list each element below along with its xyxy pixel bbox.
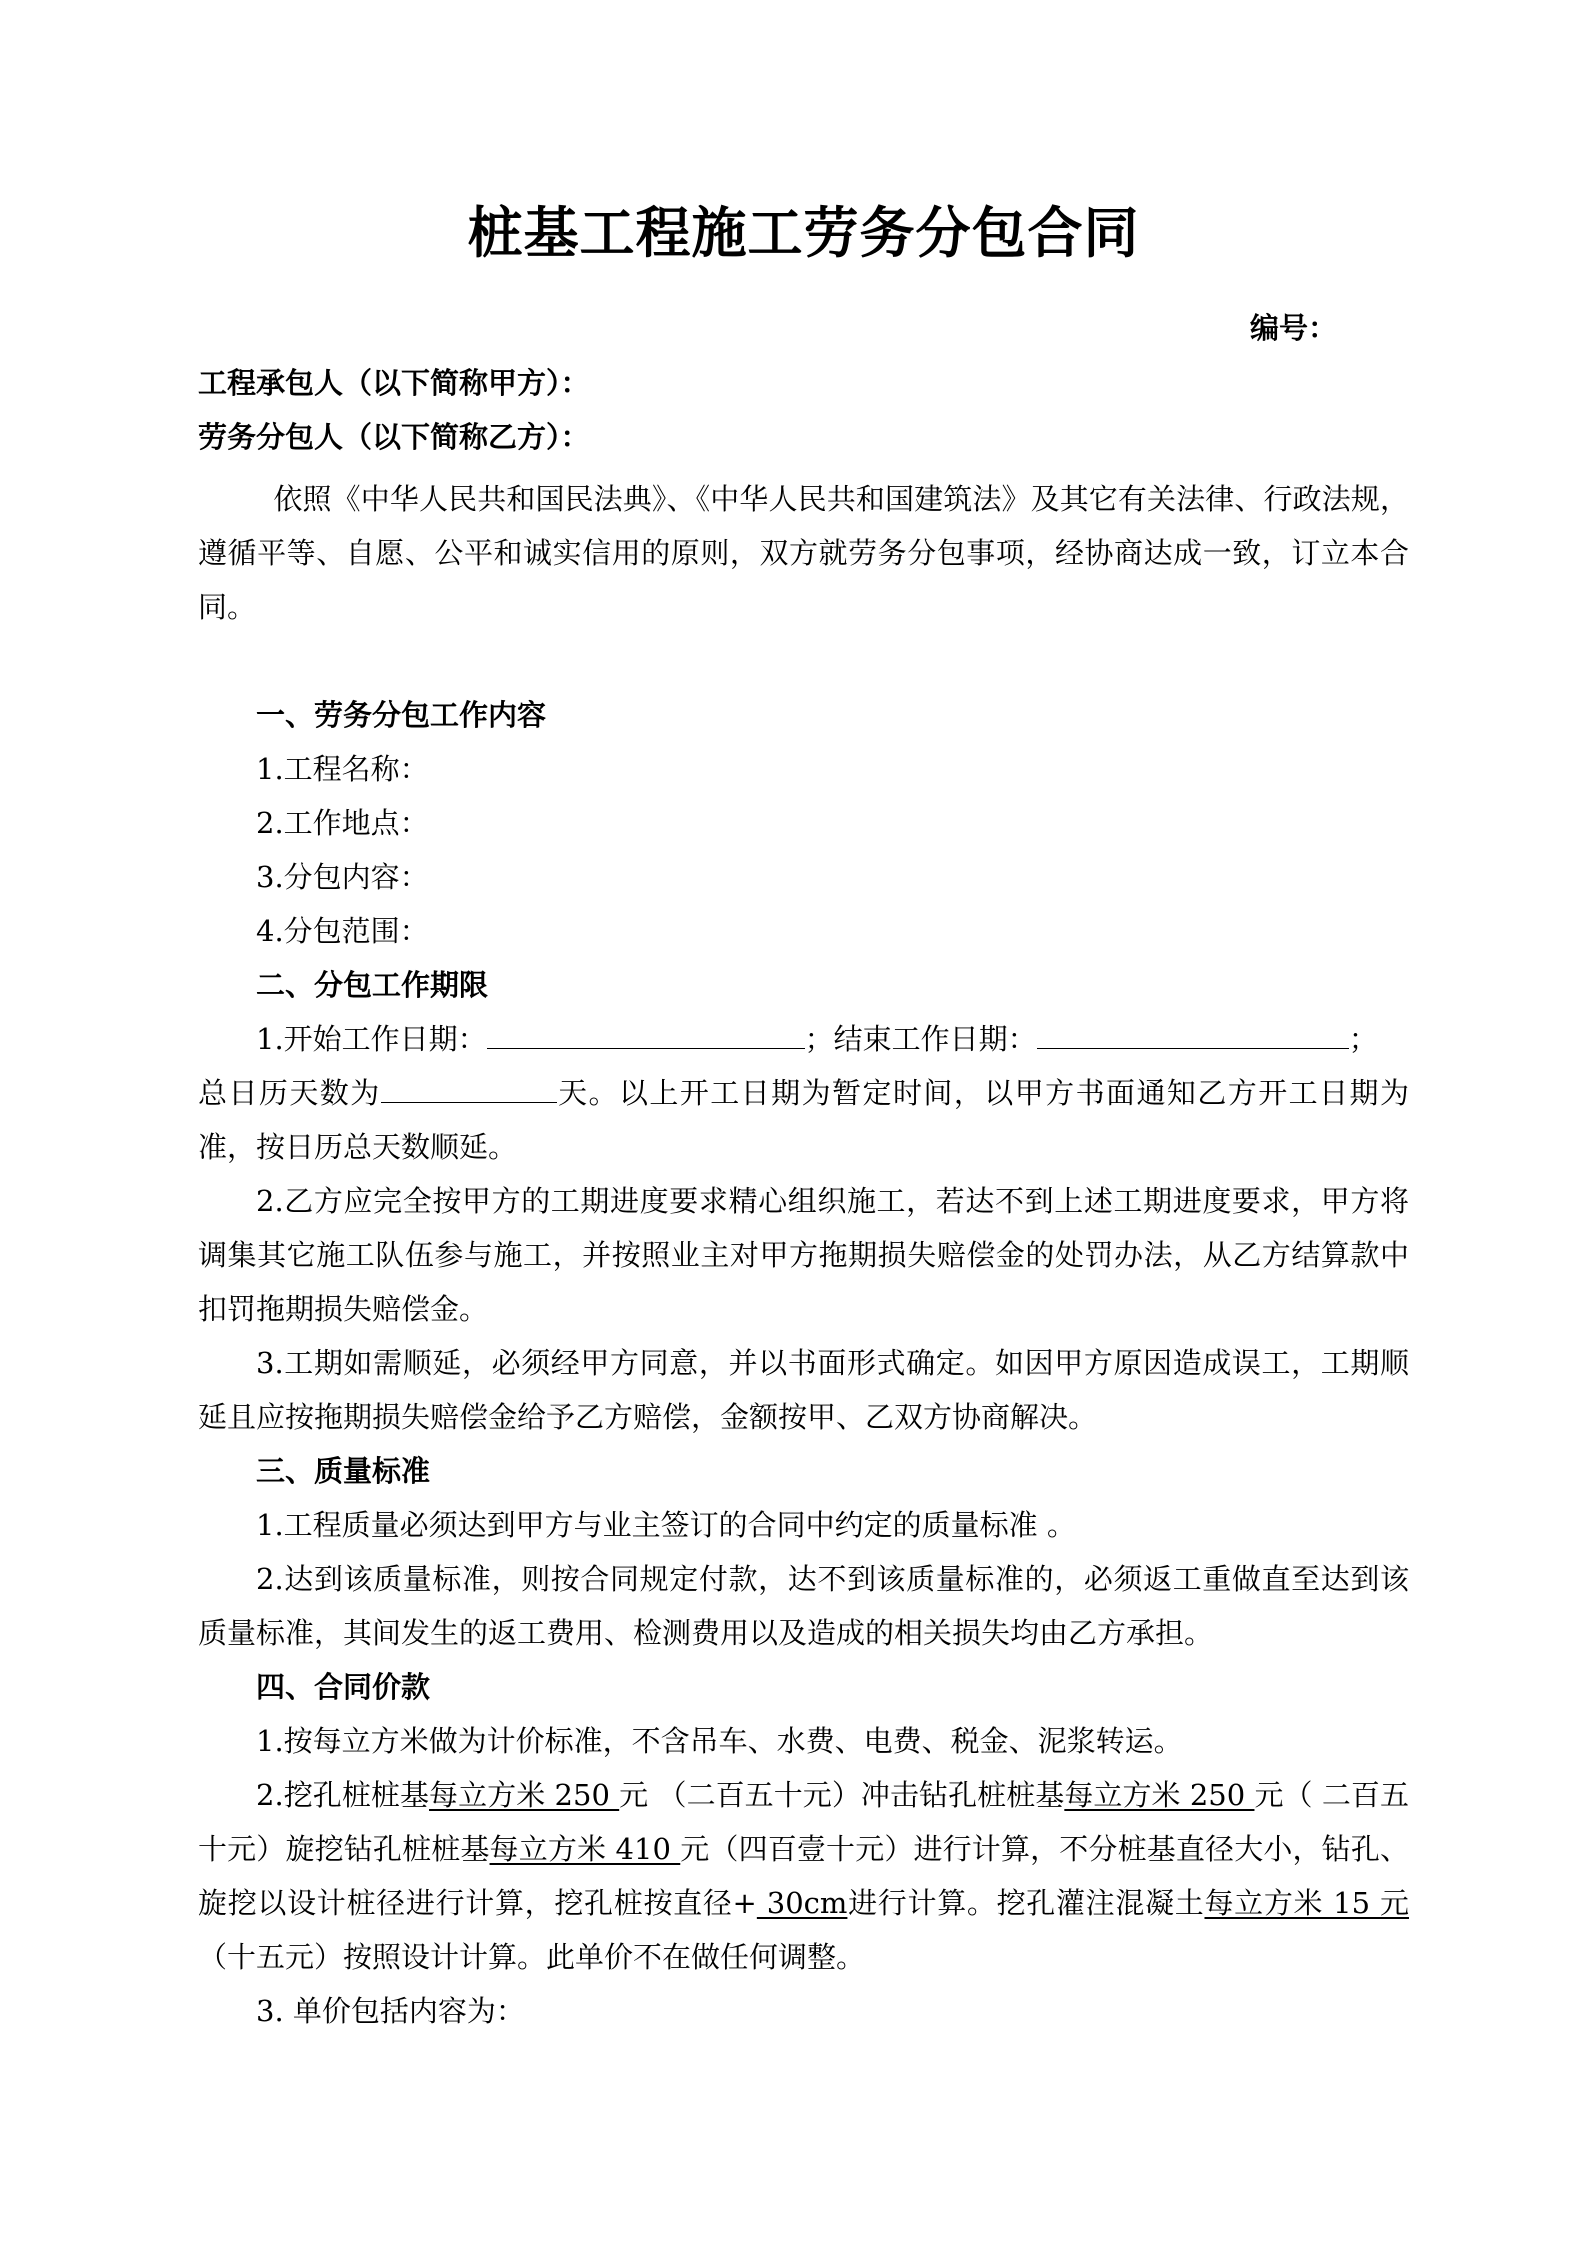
price-underlined-2: 每立方米 250 [1064,1778,1255,1812]
total-days-blank [381,1072,557,1103]
total-days-text: 天。以上开工日期为暂定时间，以甲方书面通知乙方开工日期为准，按日历总天数顺延。 [198,1076,1409,1164]
price-clause-3: 3. 单价包括内容为： [256,1994,525,2028]
start-date-blank [487,1018,805,1049]
section-2-heading: 二、分包工作期限 [256,968,489,1002]
section-3-heading: 三、质量标准 [256,1454,431,1488]
blank-line [198,634,1409,688]
price-underlined-3: 每立方米 410 [489,1832,681,1866]
subcontract-scope-field: 4.分包范围： [256,914,429,948]
quality-clause-2: 2.达到该质量标准，则按合同规定付款，达不到该质量标准的，必须返工重做直至达到该质量标准，其间发生的返工费用、检测费用以及造成的相关损失均由乙方承担。 [198,1562,1409,1650]
price-underlined-1: 每立方米 250 [429,1778,620,1812]
total-days-label: 总日历天数为 [198,1076,381,1110]
intro-paragraph: 依照《中华人民共和国民法典》、《中华人民共和国建筑法》及其它有关法律、行政法规，遵循平等、自愿、公平和诚实信用的原则，双方就劳务分包事项，经协商达成一致，订立本合同。 [198,482,1409,624]
party-b-line: 劳务分包人（以下简称乙方）： [198,420,590,454]
contract-number-label: 编号： [1249,311,1337,345]
party-a-line: 工程承包人（以下简称甲方）： [198,366,590,400]
semicolon: ； [1348,1022,1378,1056]
price-clause-2 [198,1768,1409,1984]
price-text-3: 元（ 二百五十元）旋挖钻孔桩桩基 [198,1778,1409,1866]
price-text-6: （十五元）按照设计计算。此单价不在做任何调整。 [198,1940,866,1974]
section-1-heading: 一、劳务分包工作内容 [256,698,547,732]
price-text-2: 元 （二百五十元）冲击钻孔桩桩基 [619,1778,1065,1812]
work-period-clause-2: 2.乙方应完全按甲方的工期进度要求精心组织施工，若达不到上述工期进度要求，甲方将调集其它施工队伍参与施工，并按照业主对甲方拖期损失赔偿金的处罚办法，从乙方结算款中扣罚拖期损失赔偿金。 [198,1184,1409,1326]
price-text-1: 2.挖孔桩桩基 [256,1778,430,1812]
quality-clause-1: 1.工程质量必须达到甲方与业主签订的合同中约定的质量标准 。 [256,1508,1076,1542]
work-location-field: 2.工作地点： [256,806,429,840]
section-4-heading: 四、合同价款 [256,1670,431,1704]
project-name-field: 1.工程名称： [256,752,429,786]
price-underlined-5: 每立方米 15 元 [1204,1886,1409,1920]
work-period-clause-3: 3.工期如需顺延，必须经甲方同意，并以书面形式确定。如因甲方原因造成误工，工期顺延且应按拖期损失赔偿金给予乙方赔偿，金额按甲、乙双方协商解决。 [198,1346,1409,1434]
price-underlined-4: 30cm [756,1886,848,1920]
subcontract-content-field: 3.分包内容： [256,860,429,894]
price-clause-1: 1.按每立方米做为计价标准，不含吊车、水费、电费、税金、泥浆转运。 [256,1724,1183,1758]
end-date-label: ；结束工作日期： [804,1022,1037,1056]
work-period-clause-1 [198,1012,1409,1174]
price-text-4: 元（四百壹十元）进行计算，不分桩基直径大小，钻孔、旋挖以设计桩径进行计算，挖孔桩按直径+ [198,1832,1409,1920]
price-text-5: 进行计算。挖孔灌注混凝土 [847,1886,1205,1920]
document-title: 桩基工程施工劳务分包合同 [467,200,1140,265]
end-date-blank [1037,1018,1349,1049]
start-date-label: 1.开始工作日期： [256,1022,487,1056]
